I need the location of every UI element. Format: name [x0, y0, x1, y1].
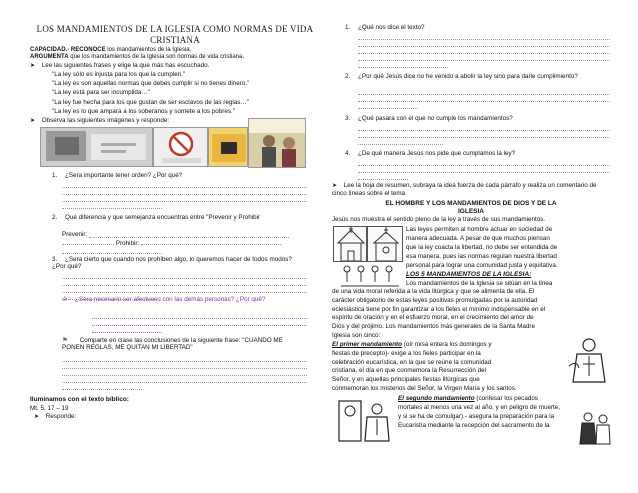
phrase-item: "La ley es son aquellas normas que debes cumplir si no tienes dinero.": [52, 80, 250, 88]
capacidad-verb: RECONOCE: [70, 47, 106, 53]
answer-lines-r2[interactable]: [358, 88, 610, 109]
communion-drawing: [578, 410, 612, 446]
iluminamos-label: Iluminamos con el texto bíblico:: [30, 396, 129, 403]
iluminamos-line: [30, 396, 315, 404]
phrase-item: "La ley es lo que ampara a los soberanos y somete a los pobres.": [52, 107, 235, 115]
question-number: 3.: [345, 115, 351, 122]
arrow-bullet-icon: ➤: [332, 183, 338, 189]
question-right-1: [345, 24, 610, 31]
primer-line: Señor, y en aquellas principales fiestas litúrgicas que: [332, 376, 480, 384]
cita-line: [30, 405, 315, 412]
answer-lines-r3[interactable]: [358, 124, 610, 145]
para2-first-line: [406, 280, 611, 287]
responde-line: [34, 413, 319, 421]
arrow-bullet-icon: ➤: [34, 414, 40, 420]
question-left-3: [52, 256, 307, 271]
primer-line: celebración eucarística, en la que se reúne la comunidad: [332, 358, 492, 366]
prohibir-answer[interactable]: [141, 239, 281, 245]
answer-lines-purple[interactable]: [92, 312, 307, 333]
question-number: 1.: [52, 172, 58, 179]
cinco-title-text: LOS 5 MANDAMIENTOS DE LA IGLESIA:: [406, 271, 532, 278]
prohibir-prefix-line[interactable]: [62, 239, 114, 245]
people-drawing: [339, 264, 401, 288]
segundo-line: y si se ha de comulgar).- asegura la preparación para la: [398, 413, 555, 420]
confession-drawing: [335, 395, 395, 445]
segundo-line: mortales al menos una vez al año, y en peligro de muerte,: [398, 404, 561, 411]
bible-citation: Mt. 5, 17 – 19: [30, 405, 69, 412]
instruction-1-text: Lee las siguientes frases y elige la que más has escuchado.: [41, 62, 210, 69]
arrow-bullet-icon: ➤: [30, 63, 36, 69]
answer-lines-2[interactable]: [62, 247, 162, 254]
answer-lines-1[interactable]: [62, 181, 307, 209]
prevenir-answer[interactable]: [89, 232, 289, 238]
primer-line: fiestas de precepto)- exige a los fieles participar en la: [332, 349, 481, 357]
compare-text: Comparte en clase las conclusiones de la siguiente frase: "CUANDO ME PONEN REGLAS, ME QUITAN MI LIBERTAD": [62, 337, 283, 352]
question-left-1: [52, 172, 307, 179]
photo-sign: [153, 127, 208, 167]
question-text: Qué diferencia y que semejanza encuentras entre "Prevenir y Prohibir: [65, 214, 261, 221]
question-text: ¿Sera cierto que cuando nos prohíben algo, lo queremos hacer de todos modos? ¿Por qué?: [52, 256, 292, 271]
para2-line: espíritu de oración y en el esfuerzo moral, en el crecimiento del amor de: [332, 314, 534, 322]
question-text: ¿De qué manera Jesús nos pide que cumplamos la ley?: [358, 150, 516, 157]
argumenta-text: que los mandamientos de la Iglesia son normas de vida cristiana.: [70, 54, 244, 60]
primer-line: (oír misa entera los domingos y: [403, 341, 492, 348]
para2-body: [332, 288, 612, 341]
answer-lines-r1[interactable]: [358, 33, 610, 68]
question-left-2: [52, 214, 307, 221]
para1-line: que la ley coacta la libertad, no debe ser entendida de: [406, 244, 558, 252]
sparkle-icon: ✰: [62, 296, 68, 303]
instruction-1: [30, 62, 315, 70]
section-title-line-1: EL HOMBRE Y LOS MANDAMIENTOS DE DIOS Y DE LA: [385, 200, 557, 207]
primer-last-line: [332, 385, 617, 392]
prohibir-label: Prohibir:: [115, 240, 140, 247]
para1-lead-text: Jesús nos muestra el sentido pleno de la ley a través de sus mandamientos.: [332, 216, 546, 223]
question-right-4: [345, 150, 610, 157]
para2-line: Dios y del prójimo. Los mandamientos más generales de la Santa Madre: [332, 323, 536, 331]
resumen-instruction: [332, 182, 610, 198]
para1-line: manera adecuada. A pesar de que muchos piensan: [406, 235, 550, 243]
primer-line: cristiana, el día en que conmemora la Resurrección del: [332, 367, 487, 375]
para1-line: esa manera, pues las normas regulan nuestra libertad: [406, 253, 557, 261]
capacidad-label: CAPACIDAD.-: [30, 47, 70, 53]
prevenir-label: Prevenir:: [62, 231, 88, 238]
question-text: ¿Qué pasara con el que no cumple los mandamientos?: [358, 115, 513, 122]
resumen-text: Lee la hoja de resumen, subraya la idea fuerza de cada párrafo y realiza un comentario de cinco líneas sobre el tema: [332, 182, 597, 198]
church-drawing-1: [333, 226, 367, 262]
segundo-title: El segundo mandamiento: [398, 395, 475, 402]
question-text: ¿Sera importante tener orden? ¿Por qué?: [65, 172, 183, 179]
photo-people: [248, 118, 306, 168]
primer-mandamiento-block: [332, 341, 560, 385]
question-number: 1.: [345, 24, 351, 31]
answer-lines-compare[interactable]: [62, 355, 307, 390]
question-text: ¿Por qué Jesús dice no he venido a abolir la ley sino para darle cumplimiento?: [358, 73, 578, 80]
section-title-line-2: IGLESIA: [457, 207, 484, 215]
arrow-bullet-icon: ➤: [30, 118, 36, 124]
question-purple-text: ¿Sera necesario ser afectuoso con las demás personas? ¿Por qué?: [75, 296, 266, 303]
responde-text: Responde:: [45, 413, 77, 420]
argumenta-label: ARGUMENTA: [30, 54, 69, 60]
cinco-mandamientos-title: [406, 271, 611, 279]
phrase-item: "La ley sólo es injusta para los que la cumplen.": [52, 71, 186, 78]
title-line-2: CRISTIANA: [150, 34, 200, 45]
phrase-item: "La ley está para ser incumplida…": [52, 89, 150, 97]
question-number: 3.: [52, 256, 58, 263]
para1-line: Las leyes permiten al hombre actuar en sociedad de: [406, 226, 553, 233]
compare-instruction: [62, 337, 307, 352]
question-right-2: [345, 73, 610, 80]
answer-lines-r4[interactable]: [358, 159, 610, 180]
church-drawing-2: [367, 226, 403, 262]
para1-body: [406, 225, 611, 270]
question-number: 2.: [345, 73, 351, 80]
para2-line: de una vida moral referida a la vida litúrgica y que se alimenta de ella. El: [332, 288, 535, 295]
para2-line: carácter obligatorio de estas leyes positivas promulgadas por la autoridad: [332, 296, 538, 304]
question-right-3: [345, 115, 610, 122]
question-purple: [62, 296, 307, 303]
question-number: 4.: [345, 150, 351, 157]
primer-line: conmemoran los misterios del Señor, la Virgen María y los santos.: [332, 385, 517, 392]
para2-line: eclesiástica tiene por fin garantizar a los fieles el mínimo indispensable en el: [332, 305, 546, 313]
prevenir-row: [62, 231, 307, 238]
section-title: [332, 200, 610, 215]
photo-yellow: [208, 127, 248, 167]
para1-line: personal para lograr una comunidad justa y equitativa.: [406, 262, 558, 270]
segundo-line: (confesar los pecados: [476, 395, 538, 402]
priest-drawing: [565, 336, 613, 386]
question-text: ¿Qué nos dice el texto?: [358, 24, 425, 31]
flag-bullet-icon: ⚑: [62, 337, 68, 344]
para2-line: Iglesia son cinco:: [332, 331, 381, 339]
phrase-item: "La ley fue hecha para los que gustan de ser esclavos de las reglas…": [52, 98, 249, 106]
question-number: 2.: [52, 214, 58, 221]
phrase-list: [52, 70, 315, 116]
capacidad-text: los mandamientos de la Iglesia.: [107, 47, 192, 53]
para1-lead: [332, 216, 617, 223]
primer-title: El primer mandamiento: [332, 341, 402, 348]
page-title: [30, 24, 320, 45]
segundo-line: Eucaristía mediante la recepción del sacramento de la: [398, 422, 550, 429]
title-line-1: LOS MANDAMIENTOS DE LA IGLESIA COMO NORMAS DE VIDA: [36, 24, 314, 34]
argumenta-line: [30, 54, 315, 61]
instruction-2-text: Observa las siguientes imágenes y responde:: [41, 117, 170, 124]
photo-order: [40, 127, 153, 167]
para2-first-text: Los mandamientos de la Iglesia se sitúan en la línea: [406, 280, 553, 287]
